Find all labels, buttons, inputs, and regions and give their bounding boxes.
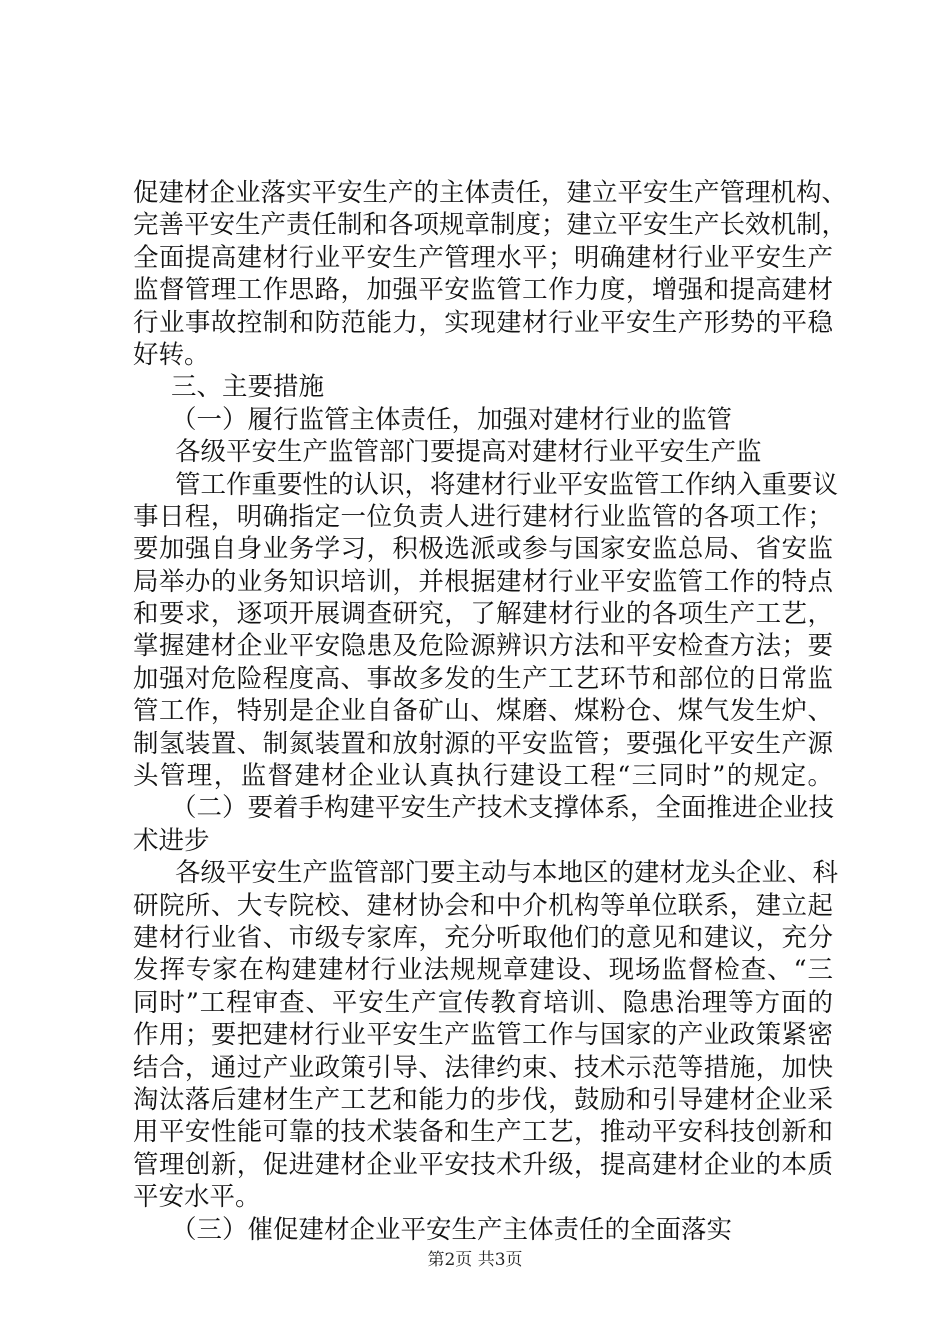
text-line: 全面提高建材行业平安生产管理水平；明确建材行业平安生产 <box>133 242 833 273</box>
text-line: 管工作重要性的认识，将建材行业平安监管工作纳入重要议 <box>175 469 839 500</box>
text-line: 完善平安生产责任制和各项规章制度；建立平安生产长效机制， <box>133 210 848 241</box>
text-line: 用平安性能可靠的技术装备和生产工艺，推动平安科技创新和 <box>133 1117 833 1148</box>
text-line: 事日程，明确指定一位负责人进行建材行业监管的各项工作； <box>133 501 833 532</box>
text-line: 研院所、大专院校、建材协会和中介机构等单位联系，建立起 <box>133 890 833 921</box>
text-line: 促建材企业落实平安生产的主体责任，建立平安生产管理机构、 <box>133 178 848 208</box>
text-line: 监督管理工作思路，加强平安监管工作力度，增强和提高建材 <box>133 275 833 306</box>
text-line: （一）履行监管主体责任，加强对建材行业的监管 <box>171 404 733 435</box>
text-line: 发挥专家在构建建材行业法规规章建设、现场监督检查、“三 <box>133 955 833 986</box>
text-line: 制氢装置、制氮装置和放射源的平安监管；要强化平安生产源 <box>133 728 833 759</box>
text-line: 头管理，监督建材企业认真执行建设工程“三同时”的规定。 <box>133 761 833 792</box>
text-line: 加强对危险程度高、事故多发的生产工艺环节和部位的日常监 <box>133 663 833 694</box>
text-line: （二）要着手构建平安生产技术支撑体系，全面推进企业技 <box>171 793 835 824</box>
text-line: 好转。 <box>133 339 210 370</box>
text-line: 掌握建材企业平安隐患及危险源辨识方法和平安检查方法；要 <box>133 631 833 662</box>
text-line: 三、主要措施 <box>171 372 325 403</box>
text-line: 术进步 <box>133 825 210 856</box>
text-line: 各级平安生产监管部门要提高对建材行业平安生产监 <box>175 437 762 468</box>
text-line: 行业事故控制和防范能力，实现建材行业平安生产形势的平稳 <box>133 307 833 338</box>
text-line: 作用；要把建材行业平安生产监管工作与国家的产业政策紧密 <box>133 1020 833 1051</box>
text-line: 平安水平。 <box>133 1182 261 1213</box>
text-line: 局举办的业务知识培训，并根据建材行业平安监管工作的特点 <box>133 566 833 597</box>
text-line: 管工作，特别是企业自备矿山、煤磨、煤粉仓、煤气发生炉、 <box>133 696 833 727</box>
text-line: 各级平安生产监管部门要主动与本地区的建材龙头企业、科 <box>175 858 839 889</box>
text-line: 同时”工程审查、平安生产宣传教育培训、隐患治理等方面的 <box>133 987 833 1018</box>
page-footer: 第2页 共3页 <box>427 1250 523 1270</box>
text-line: 要加强自身业务学习，积极选派或参与国家安监总局、省安监 <box>133 534 833 565</box>
text-line: 淘汰落后建材生产工艺和能力的步伐，鼓励和引导建材企业采 <box>133 1084 833 1115</box>
text-line: 结合，通过产业政策引导、法律约束、技术示范等措施，加快 <box>133 1052 833 1083</box>
text-line: 建材行业省、市级专家库，充分听取他们的意见和建议，充分 <box>133 922 833 953</box>
text-line: 和要求，逐项开展调查研究，了解建材行业的各项生产工艺， <box>133 599 833 630</box>
text-line: （三）催促建材企业平安生产主体责任的全面落实 <box>171 1214 733 1245</box>
document-body <box>133 177 848 1246</box>
text-line: 管理创新，促进建材企业平安技术升级，提高建材企业的本质 <box>133 1149 833 1180</box>
